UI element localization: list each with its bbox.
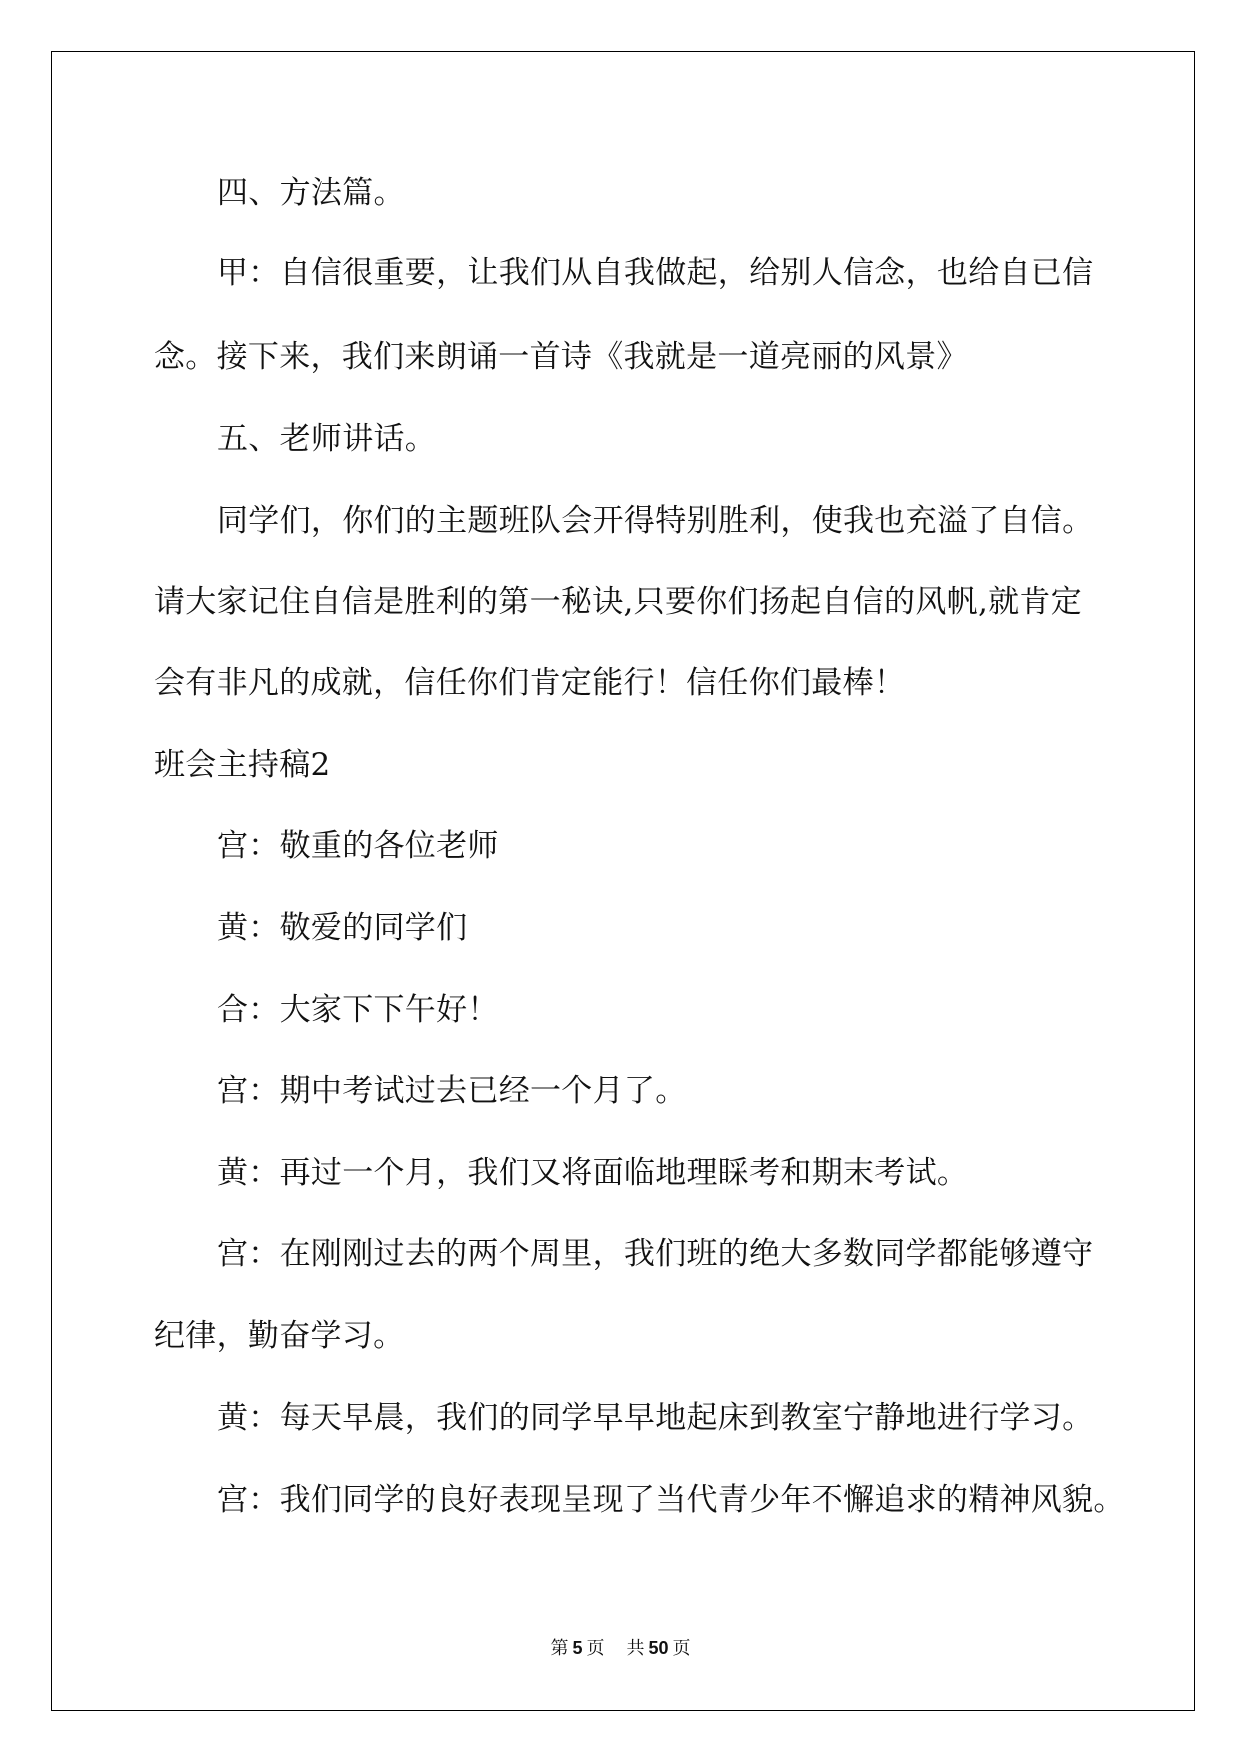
page-number: 5 [572,1638,583,1658]
paragraph-line: 会有非凡的成就，信任你们肯定能行！信任你们最棒！ [154,665,906,701]
document-title: 班会主持稿2 [154,747,331,783]
paragraph-line: 同学们，你们的主题班队会开得特别胜利，使我也充溢了自信。 [217,503,1094,539]
page-prefix: 第 [550,1638,569,1659]
section-heading-teacher-speech: 五、老师讲话。 [217,421,437,457]
total-suffix: 页 [672,1638,691,1659]
section-heading-methods: 四、方法篇。 [217,175,405,211]
page-suffix: 页 [586,1638,605,1659]
paragraph-line: 黄：敬爱的同学们 [217,910,468,946]
paragraph-line: 请大家记住自信是胜利的第一秘诀,只要你们扬起自信的风帆,就肯定 [154,584,1083,620]
paragraph-line: 宫：在刚刚过去的两个周里，我们班的绝大多数同学都能够遵守 [217,1236,1094,1272]
page-footer [0,1636,1241,1660]
paragraph-line: 黄：每天早晨，我们的同学早早地起床到教室宁静地进行学习。 [217,1400,1094,1436]
paragraph-line: 宫：敬重的各位老师 [217,828,499,864]
paragraph-line: 念。接下来，我们来朗诵一首诗《我就是一道亮丽的风景》 [154,339,968,375]
total-pages: 50 [648,1638,669,1658]
paragraph-line: 纪律，勤奋学习。 [154,1318,405,1354]
paragraph-line: 宫：我们同学的良好表现呈现了当代青少年不懈追求的精神风貌。 [217,1482,1125,1518]
page-border [51,51,1195,1711]
paragraph-line: 宫：期中考试过去已经一个月了。 [217,1073,687,1109]
paragraph-line: 合：大家下下午好！ [217,992,499,1028]
total-prefix: 共 [626,1638,645,1659]
paragraph-line: 甲：自信很重要，让我们从自我做起，给别人信念，也给自已信 [217,255,1094,291]
paragraph-line: 黄：再过一个月，我们又将面临地理睬考和期末考试。 [217,1155,969,1191]
